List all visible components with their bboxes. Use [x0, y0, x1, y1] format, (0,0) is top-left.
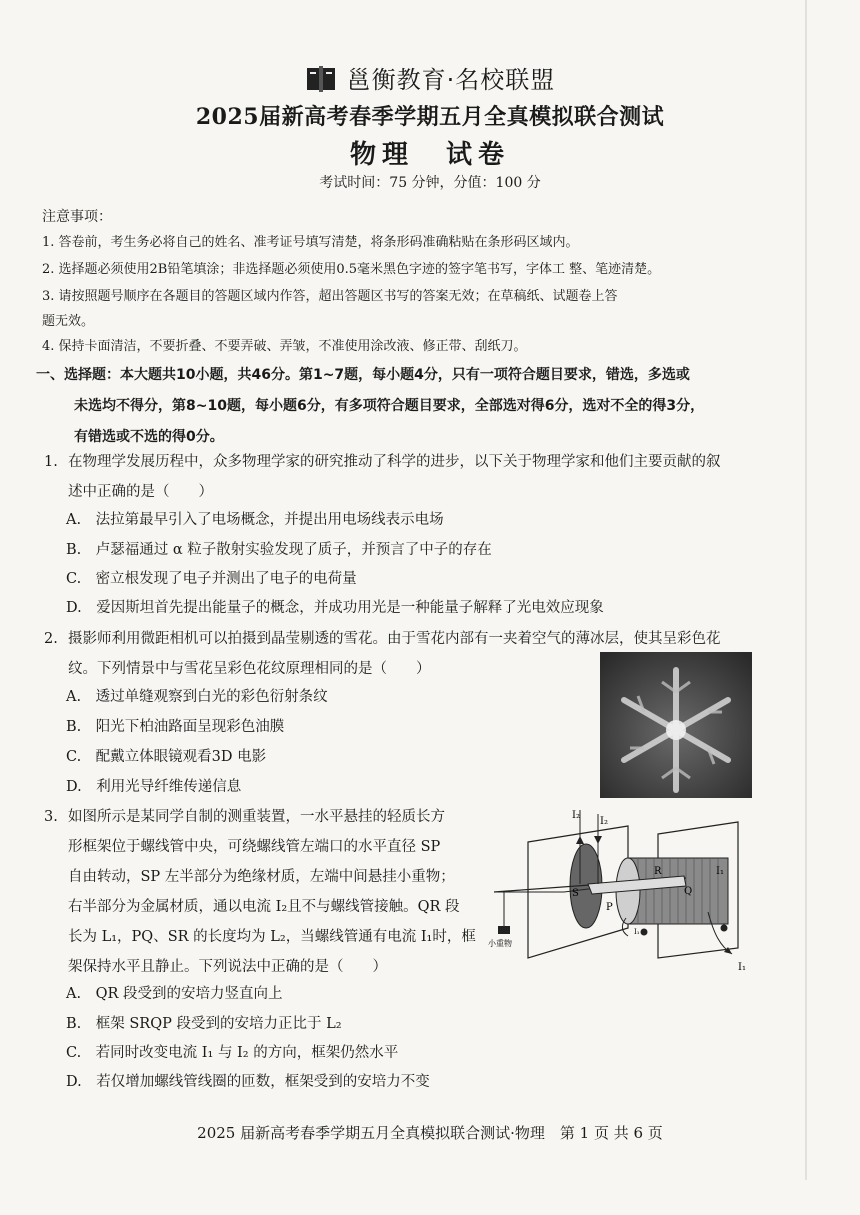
- label-i1a: I₁: [716, 866, 724, 877]
- option-b[interactable]: B. 阳光下柏油路面呈现彩色油膜: [66, 719, 285, 735]
- notice-title: 注意事项：: [42, 209, 112, 225]
- label-q: Q: [684, 886, 693, 897]
- notice-item: 1. 答卷前，考生务必将自己的姓名、准考证号填写清楚，将条形码准确粘贴在条形码区域内。: [42, 235, 579, 250]
- question-number: 3.: [44, 809, 58, 825]
- org-name: 邕衡教育·名校联盟: [346, 66, 556, 94]
- option-c[interactable]: C. 若同时改变电流 I₁ 与 I₂ 的方向，框架仍然水平: [66, 1045, 399, 1061]
- question-stem-line: 长为 L₁，PQ、SR 的长度均为 L₂，当螺线管通有电流 I₁时，框: [68, 929, 476, 945]
- label-s: S: [572, 888, 579, 899]
- label-i1c: I₁: [738, 962, 746, 973]
- option-d[interactable]: D. 利用光导纤维传递信息: [66, 779, 242, 795]
- exam-info: 考试时间：75 分钟，分值：100 分: [319, 175, 541, 191]
- label-i1b: I₁: [634, 928, 640, 936]
- question-1: [44, 447, 764, 507]
- exam-title: 2025届新高考春季学期五月全真模拟联合测试: [195, 104, 665, 130]
- label-weight: 小重物: [488, 939, 512, 948]
- notice-item: 4. 保持卡面清洁，不要折叠、不要弄破、弄皱，不准使用涂改液、修正带、刮纸刀。: [42, 339, 527, 354]
- label-r: R: [654, 866, 662, 877]
- book-logo-icon: [305, 64, 337, 94]
- question-stem-line: 右半部分为金属材质，通以电流 I₂且不与螺线管接触。QR 段: [68, 899, 460, 915]
- option-d[interactable]: D. 爱因斯坦首先提出能量子的概念，并成功用光是一种能量子解释了光电效应现象: [66, 600, 604, 616]
- label-i2a: I₂: [572, 810, 580, 821]
- question-stem-line: 纹。下列情景中与雪花呈彩色花纹原理相同的是（ ）: [68, 661, 431, 677]
- page-footer: 2025 届新高考春季学期五月全真模拟联合测试·物理 第 1 页 共 6 页: [197, 1124, 663, 1142]
- section-line: 有错选或不选的得0分。: [74, 429, 224, 445]
- section-line: 一、选择题：本大题共10小题，共46分。第1~7题，每小题4分，只有一项符合题目要求，错选，多选或: [36, 367, 690, 383]
- notice-item: 2. 选择题必须使用2B铅笔填涂；非选择题必须使用0.5毫米黑色字迹的签字笔书写，字体工 整、笔迹清楚。: [42, 262, 661, 277]
- option-c[interactable]: C. 密立根发现了电子并测出了电子的电荷量: [66, 571, 357, 587]
- label-p: P: [606, 902, 613, 913]
- header-org: [0, 60, 860, 95]
- question-stem-line: 如图所示是某同学自制的测重装置，一水平悬挂的轻质长方: [68, 809, 445, 825]
- option-a[interactable]: A. 透过单缝观察到白光的彩色衍射条纹: [66, 689, 328, 705]
- option-d[interactable]: D. 若仅增加螺线管线圈的匝数，框架受到的安培力不变: [66, 1074, 430, 1090]
- question-stem-line: 架保持水平且静止。下列说法中正确的是（ ）: [68, 959, 387, 975]
- label-i2b: I₂: [600, 816, 608, 827]
- question-stem-line: 自由转动，SP 左半部分为绝缘材质，左端中间悬挂小重物；: [68, 869, 455, 885]
- question-3: [44, 802, 484, 982]
- question-number: 2.: [44, 631, 58, 647]
- notice-item: 3. 请按照题号顺序在各题目的答题区域内作答，超出答题区书写的答案无效；在草稿纸、试题卷上答: [42, 289, 618, 304]
- section-heading: [36, 360, 806, 453]
- section-line: 未选均不得分，第8~10题，每小题6分，有多项符合题目要求，全部选对得6分，选对不全的得3分，: [74, 398, 705, 414]
- option-c[interactable]: C. 配戴立体眼镜观看3D 电影: [66, 749, 267, 765]
- subject-title: 物理 试卷: [349, 140, 510, 170]
- option-a[interactable]: A. QR 段受到的安培力竖直向上: [66, 986, 283, 1002]
- option-a[interactable]: A. 法拉第最早引入了电场概念，并提出用电场线表示电场: [66, 512, 444, 528]
- question-stem-line: 在物理学发展历程中，众多物理学家的研究推动了科学的进步，以下关于物理学家和他们主要贡献的叙: [68, 454, 721, 470]
- question-stem-line: 述中正确的是（ ）: [68, 484, 213, 500]
- question-stem-line: 形框架位于螺线管中央，可绕螺线管左端口的水平直径 SP: [68, 839, 441, 855]
- question-number: 1.: [44, 454, 58, 470]
- notice-item: 题无效。: [42, 314, 95, 329]
- option-b[interactable]: B. 框架 SRQP 段受到的安培力正比于 L₂: [66, 1016, 342, 1032]
- snowflake-photo: [600, 652, 752, 798]
- option-b[interactable]: B. 卢瑟福通过 α 粒子散射实验发现了质子，并预言了中子的存在: [66, 542, 492, 558]
- question-stem-line: 摄影师利用微距相机可以拍摄到晶莹剔透的雪花。由于雪花内部有一夹着空气的薄冰层，使其呈彩色花: [68, 631, 721, 647]
- solenoid-diagram: [488, 808, 756, 978]
